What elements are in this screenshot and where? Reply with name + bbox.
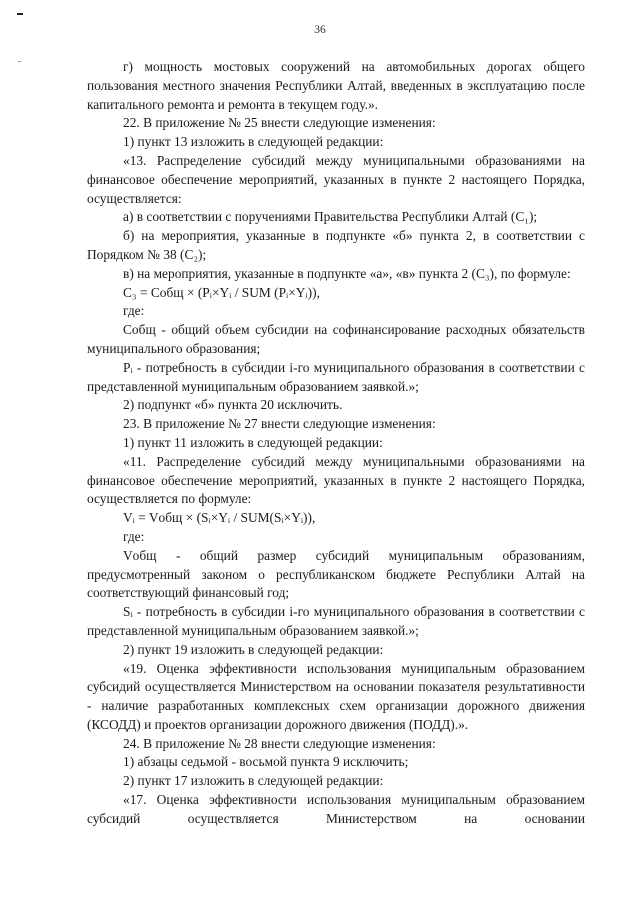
- paragraph: 1) пункт 11 изложить в следующей редакции:: [123, 434, 383, 450]
- formula-vi: Vᵢ = Vобщ × (Sᵢ×Yᵢ / SUM(Sᵢ×Yᵢ)),: [123, 510, 316, 526]
- paragraph: «17. Оценка эффективности использования муниципальным образованием субсидий осуществляется Министерством на основании: [87, 792, 585, 826]
- paragraph: 2) пункт 17 изложить в следующей редакции:: [123, 773, 384, 789]
- paragraph: «13. Распределение субсидий между муниципальными образованиями на финансовое обеспечение мероприятий, указанных в пункте 2 настоящего Порядка, осуществляется:: [87, 152, 585, 206]
- paragraph: г) мощность мостовых сооружений на автомобильных дорогах общего пользования местного значения Республики Алтай, введенных в эксплуатацию после капитального ремонта и ремонта в текущем году.».: [87, 59, 585, 112]
- formula-where: где:: [123, 528, 145, 544]
- paragraph: 1) абзацы седьмой - восьмой пункта 9 исключить;: [123, 754, 409, 770]
- paragraph: а) в соответствии с поручениями Правительства Республики Алтай (C₁);: [123, 209, 538, 225]
- paragraph: Sᵢ - потребность в субсидии i-го муниципального образования в соответствии с представленной муниципальным образованием заявкой.»;: [87, 604, 585, 638]
- paragraph: 2) пункт 19 изложить в следующей редакции:: [123, 641, 384, 657]
- paragraph: 24. В приложение № 28 внести следующие изменения:: [123, 735, 436, 751]
- paragraph: «11. Распределение субсидий между муниципальными образованиями на финансовое обеспечение мероприятий, указанных в пункте 2 настоящего Порядка, осуществляется по формуле:: [87, 453, 585, 507]
- paragraph: Cобщ - общий объем субсидии на софинансирование расходных обязательств муниципального образования;: [87, 322, 585, 356]
- scan-mark: [17, 13, 23, 15]
- paragraph: «19. Оценка эффективности использования муниципальным образованием субсидий осуществляется Министерством на основании показателя результативности - наличие разработанных комплексных схем организации дорожного движения (КСОДД) и проектов организации дорожного движения (ПОДД).».: [87, 660, 585, 732]
- formula-where: где:: [123, 303, 145, 319]
- paragraph: в) на мероприятия, указанные в подпункте «а», «в» пункта 2 (C₃), по формуле:: [123, 265, 571, 281]
- paragraph: Pᵢ - потребность в субсидии i-го муниципального образования в соответствии с представленной муниципальным образованием заявкой.»;: [87, 359, 585, 394]
- document-body: [87, 58, 585, 829]
- scan-mark-small: [18, 61, 21, 62]
- paragraph: б) на мероприятия, указанные в подпункте «б» пункта 2, в соответствии с Порядком № 38 (C₂);: [87, 228, 585, 262]
- formula-c3: C₃ = Cобщ × (Pᵢ×Yᵢ / SUM (Pᵢ×Yᵢ)),: [123, 284, 320, 300]
- paragraph: 23. В приложение № 27 внести следующие изменения:: [123, 416, 436, 432]
- paragraph: 22. В приложение № 25 внести следующие изменения:: [123, 115, 436, 131]
- paragraph: Vобщ - общий размер субсидий муниципальным образованиям, предусмотренный законом о республиканском бюджете Республики Алтай на соответствующий финансовый год;: [87, 547, 585, 601]
- paragraph: 1) пункт 13 изложить в следующей редакции:: [123, 134, 384, 150]
- paragraph: 2) подпункт «б» пункта 20 исключить.: [123, 397, 343, 413]
- page-number: 36: [314, 24, 326, 36]
